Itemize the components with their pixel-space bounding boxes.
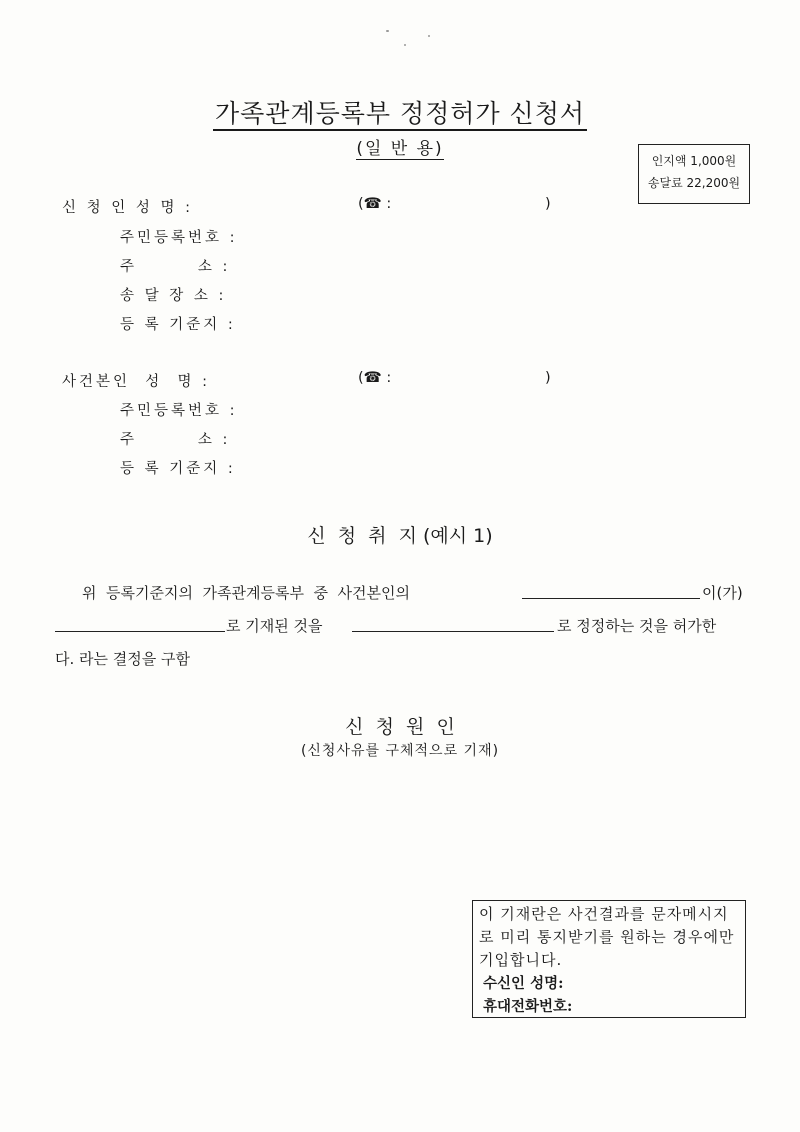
purpose-line2-end: 로 정정하는 것을 허가한 xyxy=(557,617,717,635)
applicant-phone-label: (☎ : xyxy=(358,196,392,212)
subject-phone-label: (☎ : xyxy=(358,370,392,386)
subject-name-label: 사건본인 성 명 : xyxy=(62,374,210,390)
applicant-address-label: 주 소 : xyxy=(120,259,231,275)
applicant-resident-no-label: 주민등록번호 : xyxy=(120,230,238,246)
form-subtitle: (일 반 용) xyxy=(356,139,444,159)
purpose-line1: 위 등록기준지의 가족관계등록부 중 사건본인의 xyxy=(82,584,410,602)
subject-registry-base-label: 등 록 기준지 : xyxy=(120,461,236,477)
scan-speck xyxy=(404,44,406,46)
purpose-blank-original xyxy=(522,598,700,599)
recipient-name-label: 수신인 성명: xyxy=(483,975,564,992)
cause-note: (신청사유를 구체적으로 기재) xyxy=(300,743,500,759)
mobile-number-label: 휴대전화번호: xyxy=(483,998,573,1015)
purpose-line3: 다. 라는 결정을 구함 xyxy=(55,650,190,668)
scan-speck xyxy=(386,30,389,32)
stamp-fee: 인지액 1,000원 xyxy=(651,154,737,168)
scan-speck xyxy=(428,35,430,37)
postage-fee: 송달료 22,200원 xyxy=(647,176,741,190)
sms-notice-text: 이 기재란은 사건결과를 문자메시지로 미리 통지받기를 원하는 경우에만 기입합니다. xyxy=(479,905,735,969)
sms-notice-box xyxy=(472,900,746,1018)
subject-address-label: 주 소 : xyxy=(120,432,231,448)
purpose-line1-end: 이(가) xyxy=(702,584,743,602)
fee-box xyxy=(638,144,750,204)
applicant-service-address-label: 송 달 장 소 : xyxy=(120,288,227,304)
cause-heading: 신 청 원 인 xyxy=(345,716,455,738)
applicant-phone-close: ) xyxy=(545,196,551,212)
purpose-line2-mid: 로 기재된 것을 xyxy=(226,617,323,635)
subject-resident-no-label: 주민등록번호 : xyxy=(120,403,238,419)
purpose-heading: 신 청 취 지 (예시 1) xyxy=(307,525,493,547)
applicant-registry-base-label: 등 록 기준지 : xyxy=(120,317,236,333)
applicant-name-label: 신 청 인 성 명 : xyxy=(62,200,193,216)
purpose-blank-corrected xyxy=(352,631,554,632)
purpose-blank-recorded xyxy=(55,631,225,632)
form-title: 가족관계등록부 정정허가 신청서 xyxy=(0,94,800,130)
subject-phone-close: ) xyxy=(545,370,551,386)
